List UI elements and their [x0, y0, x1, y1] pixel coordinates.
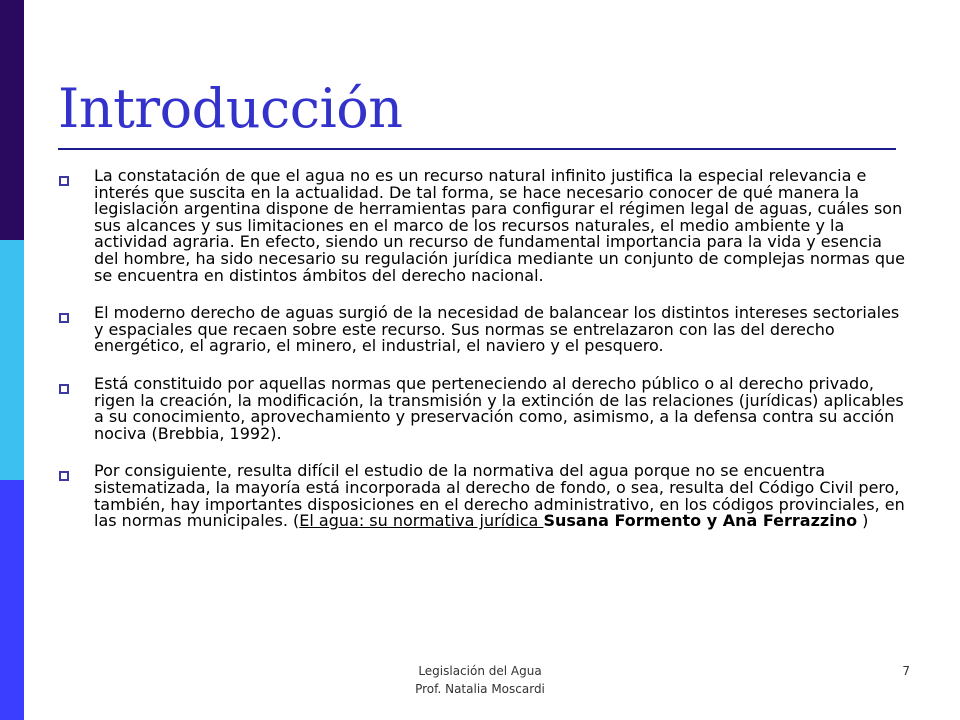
reference-link[interactable]: El agua: su normativa jurídica	[299, 511, 544, 531]
bullet-text: El moderno derecho de aguas surgió de la necesidad de balancear los distintos intereses sectoriales y espaciales que recaen sobre este recurso. Sus normas se entrelazaron con las del derecho energético, el agrario, el minero, el industrial, el naviero y el pesquero.	[94, 303, 900, 356]
page-number: 7	[902, 664, 910, 678]
bullet-item	[58, 305, 910, 355]
bullet-text: Por consiguiente, resulta difícil el estudio de la normativa del agua porque no se encuentra sistematizada, la mayoría está incorporada al derecho de fondo, o sea, resulta del Código Civil pero, también, hay importantes disposiciones en el derecho administrativo, en los códigos provinciales, en las normas municipales. (	[94, 461, 905, 531]
bullet-item	[58, 168, 910, 284]
side-bar-top-segment	[0, 0, 24, 240]
footer-credits	[380, 662, 580, 698]
square-bullet-icon	[59, 471, 69, 481]
side-color-bar	[0, 0, 24, 720]
bullet-list	[58, 168, 910, 551]
footer-course-title: Legislación del Agua	[418, 664, 542, 678]
footer-professor: Prof. Natalia Moscardi	[415, 682, 545, 696]
bullet-item	[58, 373, 910, 443]
bullet-item	[58, 463, 910, 529]
side-bar-middle-segment	[0, 240, 24, 480]
square-bullet-icon	[59, 176, 69, 186]
bullet-text: Está constituido por aquellas normas que perteneciendo al derecho público o al derecho privado, rigen la creación, la modificación, la transmisión y la extinción de las relaciones (jurídicas) aplicables a su conocimiento, aprovechamiento y preservación como, asimismo, a la defensa contra su acción nociva (Brebbia, 1992).	[94, 373, 904, 443]
square-bullet-icon	[59, 313, 69, 323]
title-underline	[58, 148, 896, 150]
reference-authors: Susana Formento y Ana Ferrazzino	[543, 511, 858, 531]
reference-close: )	[857, 511, 869, 531]
slide-title: Introducción	[58, 77, 403, 140]
square-bullet-icon	[59, 384, 69, 394]
bullet-text: La constatación de que el agua no es un recurso natural infinito justifica la especial relevancia e interés que suscita en la actualidad. De tal forma, se hace necesario conocer de qué manera la legislación argentina dispone de herramientas para configurar el régimen legal de aguas, cuáles son sus alcances y sus limitaciones en el marco de los recursos naturales, el medio ambiente y la actividad agraria. En efecto, siendo un recurso de fundamental importancia para la vida y esencia del hombre, ha sido necesario su regulación jurídica mediante un conjunto de complejas normas que se encuentra en distintos ámbitos del derecho nacional.	[94, 166, 905, 285]
side-bar-bottom-segment	[0, 480, 24, 720]
